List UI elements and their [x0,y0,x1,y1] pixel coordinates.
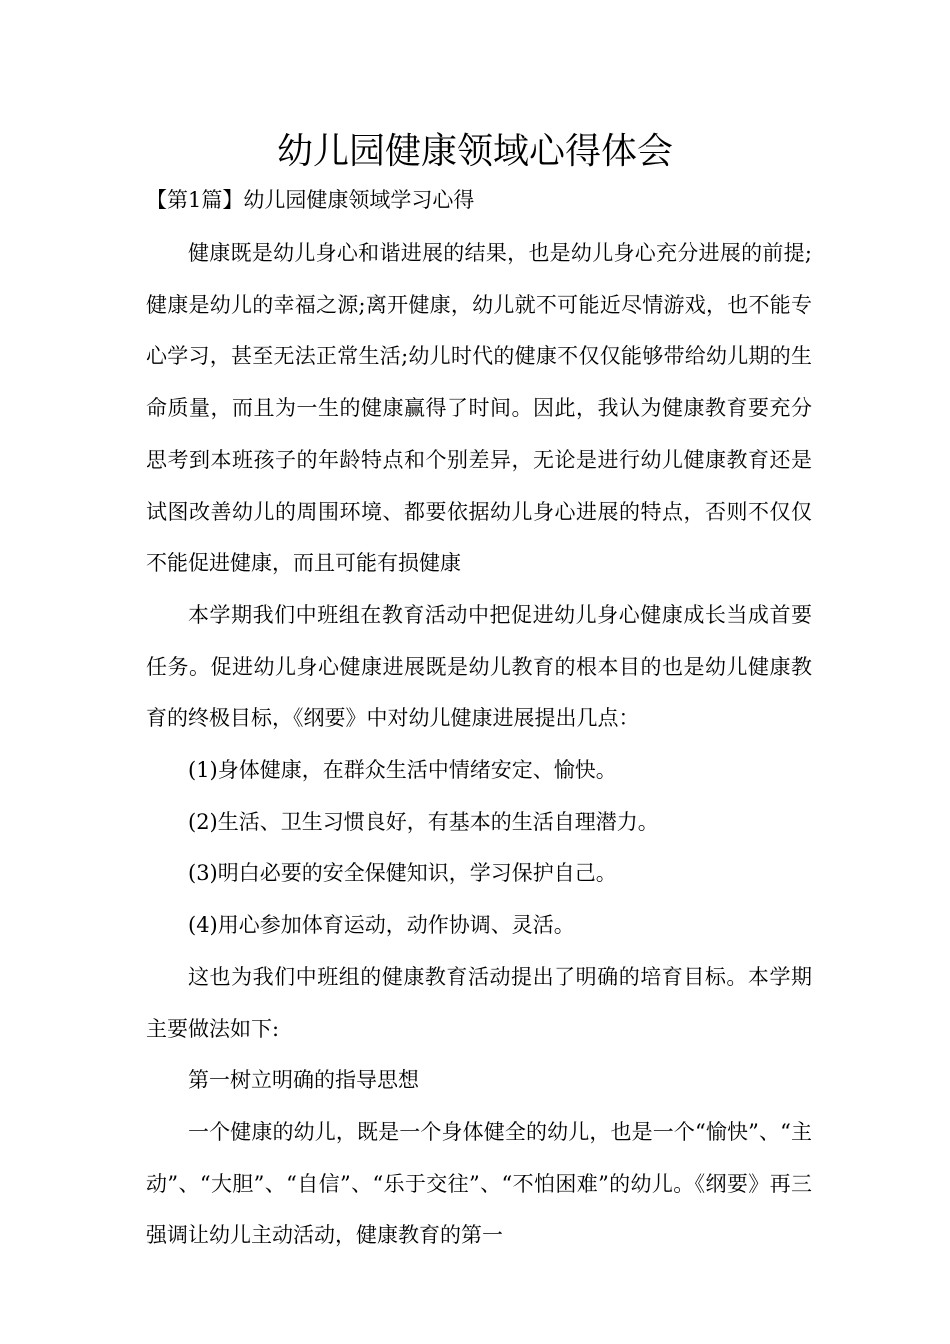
list-item-goal-2: (2)生活、卫生习惯良好，有基本的生活自理潜力。 [188,809,659,834]
document-title: 幼儿园健康领域心得体会 [276,131,673,172]
document-subtitle: 【第1篇】幼儿园健康领域学习心得 [146,188,475,212]
list-item-goal-3: (3)明白必要的安全保健知识，学习保护自己。 [188,861,617,886]
paragraph-semester-task: 本学期我们中班组在教育活动中把促进幼儿身心健康成长当成首要任务。促进幼儿身心健康进展既是幼儿教育的根本目的也是幼儿健康教育的终极目标，《纲要》中对幼儿健康进展提出几点： [146,602,812,731]
paragraph-health-intro: 健康既是幼儿身心和谐进展的结果，也是幼儿身心充分进展的前提;健康是幼儿的幸福之源;离开健康，幼儿就不可能近尽情游戏，也不能专心学习，甚至无法正常生活;幼儿时代的健康不仅仅能够带给幼儿期的生命质量，而且为一生的健康赢得了时间。因此，我认为健康教育要充分思考到本班孩子的年龄特点和个别差异，无论是进行幼儿健康教育还是试图改善幼儿的周围环境、都要依据幼儿身心进展的特点，否则不仅仅不能促进健康，而且可能有损健康 [146,241,812,576]
list-item-goal-1: (1)身体健康，在群众生活中情绪安定、愉快。 [188,758,617,783]
list-item-goal-4: (4)用心参加体育运动，动作协调、灵活。 [188,913,575,938]
document-body [146,228,812,1262]
paragraph-methods-intro: 这也为我们中班组的健康教育活动提出了明确的培育目标。本学期主要做法如下: [146,964,812,1041]
paragraph-healthy-child: 一个健康的幼儿，既是一个身体健全的幼儿，也是一个“愉快”、“主动”、“大胆”、“自信”、“乐于交往”、“不怕困难”的幼儿。《纲要》再三强调让幼儿主动活动，健康教育的第一 [146,1119,812,1248]
section-heading-guiding-thought: 第一树立明确的指导思想 [188,1068,419,1093]
